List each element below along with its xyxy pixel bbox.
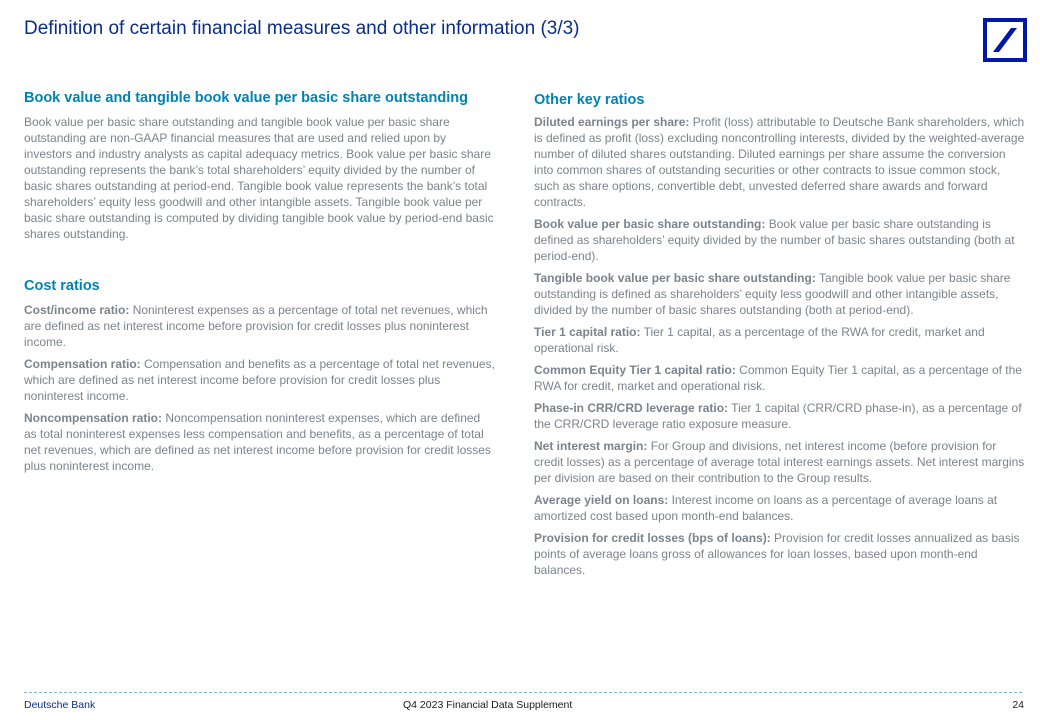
definition-text: Noninterest expenses as a percentage of total net revenues, which are defined as net interest income before provision for credit losses plus noninterest income. (24, 303, 488, 349)
book-value-paragraph: Book value per basic share outstanding and tangible book value per basic share outstanding are non-GAAP financial measures that are used and relied upon by investors and industry analysts as capital adequacy metrics. Book value per basic share outstanding represents the bank’s total shareholders’ equity divided by the number of basic shares outstanding at period-end. Tangible book value represents the bank’s total shareholders’ equity less goodwill and other intangible assets. Tangible book value per basic share outstanding is computed by dividing tangible book value by period-end basic shares outstanding. (24, 115, 494, 241)
definition-text: Tier 1 capital (CRR/CRD phase-in), as a percentage of the CRR/CRD leverage ratio exposure measure. (534, 401, 1022, 431)
average-yield-definition (534, 492, 1026, 524)
definition-term: Net interest margin: (534, 439, 648, 453)
noncompensation-ratio-definition (24, 410, 496, 474)
definition-term: Book value per basic share outstanding: (534, 217, 766, 231)
page-title: Definition of certain financial measures and other information (3/3) (24, 18, 580, 39)
definition-term: Common Equity Tier 1 capital ratio: (534, 363, 736, 377)
left-column (24, 90, 496, 480)
definition-term: Tangible book value per basic share outstanding: (534, 271, 816, 285)
definition-term: Noncompensation ratio: (24, 411, 163, 425)
net-interest-margin-definition (534, 438, 1026, 486)
cost-ratios-heading: Cost ratios (24, 278, 100, 294)
definition-term: Diluted earnings per share: (534, 115, 690, 129)
tier1-capital-ratio-definition (534, 324, 1026, 356)
leverage-ratio-definition (534, 400, 1026, 432)
definition-text: Tier 1 capital, as a percentage of the RWA for credit, market and operational risk. (534, 325, 985, 355)
definition-text: Interest income on loans as a percentage of average loans at amortized cost based upon month-end balances. (534, 493, 998, 523)
footer-company: Deutsche Bank (24, 699, 96, 711)
provision-credit-losses-definition (534, 530, 1026, 578)
definition-text: Book value per basic share outstanding is defined as shareholders’ equity divided by the number of basic shares outstanding (both at period-end). (534, 217, 1015, 263)
tangible-book-value-definition (534, 270, 1026, 318)
compensation-ratio-definition (24, 356, 496, 404)
definition-term: Compensation ratio: (24, 357, 141, 371)
definition-text: For Group and divisions, net interest income (before provision for credit losses) as a percentage of average total interest earnings assets. Net interest margins per division are based on their contribution to the Group results. (534, 439, 1025, 485)
definition-text: Noncompensation noninterest expenses, which are defined as total noninterest expenses less compensation and benefits, as a percentage of total net revenues, which are defined as net interest income before provision for credit losses plus noninterest income. (24, 411, 491, 473)
other-key-ratios-heading: Other key ratios (534, 92, 645, 108)
book-value-heading: Book value and tangible book value per basic share outstanding (24, 90, 468, 106)
right-column (534, 90, 1026, 584)
footer-divider (24, 692, 1022, 693)
definition-term: Cost/income ratio: (24, 303, 130, 317)
cet1-capital-ratio-definition (534, 362, 1026, 394)
deutsche-bank-logo-icon (983, 18, 1027, 62)
definition-text: Provision for credit losses annualized as basis points of average loans gross of allowances for loan losses, based upon month-end balances. (534, 531, 1020, 577)
definition-term: Provision for credit losses (bps of loans): (534, 531, 771, 545)
definition-text: Profit (loss) attributable to Deutsche Bank shareholders, which is defined as profit (loss) excluding noncontrolling interests, divided by the weighted-average number of diluted shares outstanding. Diluted earnings per share assume the conversion into common shares of outstanding securities or other contracts to issue common stock, such as share options, convertible debt, unvested deferred share awards and forward contracts. (534, 115, 1025, 209)
definition-text: Tangible book value per basic share outstanding is defined as shareholders’ equity less goodwill and other intangible assets, divided by the number of basic shares outstanding (both at period-end). (534, 271, 1011, 317)
book-value-per-share-definition (534, 216, 1026, 264)
footer-document-title: Q4 2023 Financial Data Supplement (403, 699, 573, 711)
diluted-eps-definition (534, 114, 1026, 210)
definition-term: Tier 1 capital ratio: (534, 325, 641, 339)
page-number: 24 (1012, 699, 1024, 711)
definition-text: Common Equity Tier 1 capital, as a percentage of the RWA for credit, market and operational risk. (534, 363, 1022, 393)
definition-term: Average yield on loans: (534, 493, 669, 507)
cost-income-ratio-definition (24, 302, 496, 350)
definition-text: Compensation and benefits as a percentage of total net revenues, which are defined as net interest income before provision for credit losses plus noninterest income. (24, 357, 495, 403)
definition-term: Phase-in CRR/CRD leverage ratio: (534, 401, 729, 415)
